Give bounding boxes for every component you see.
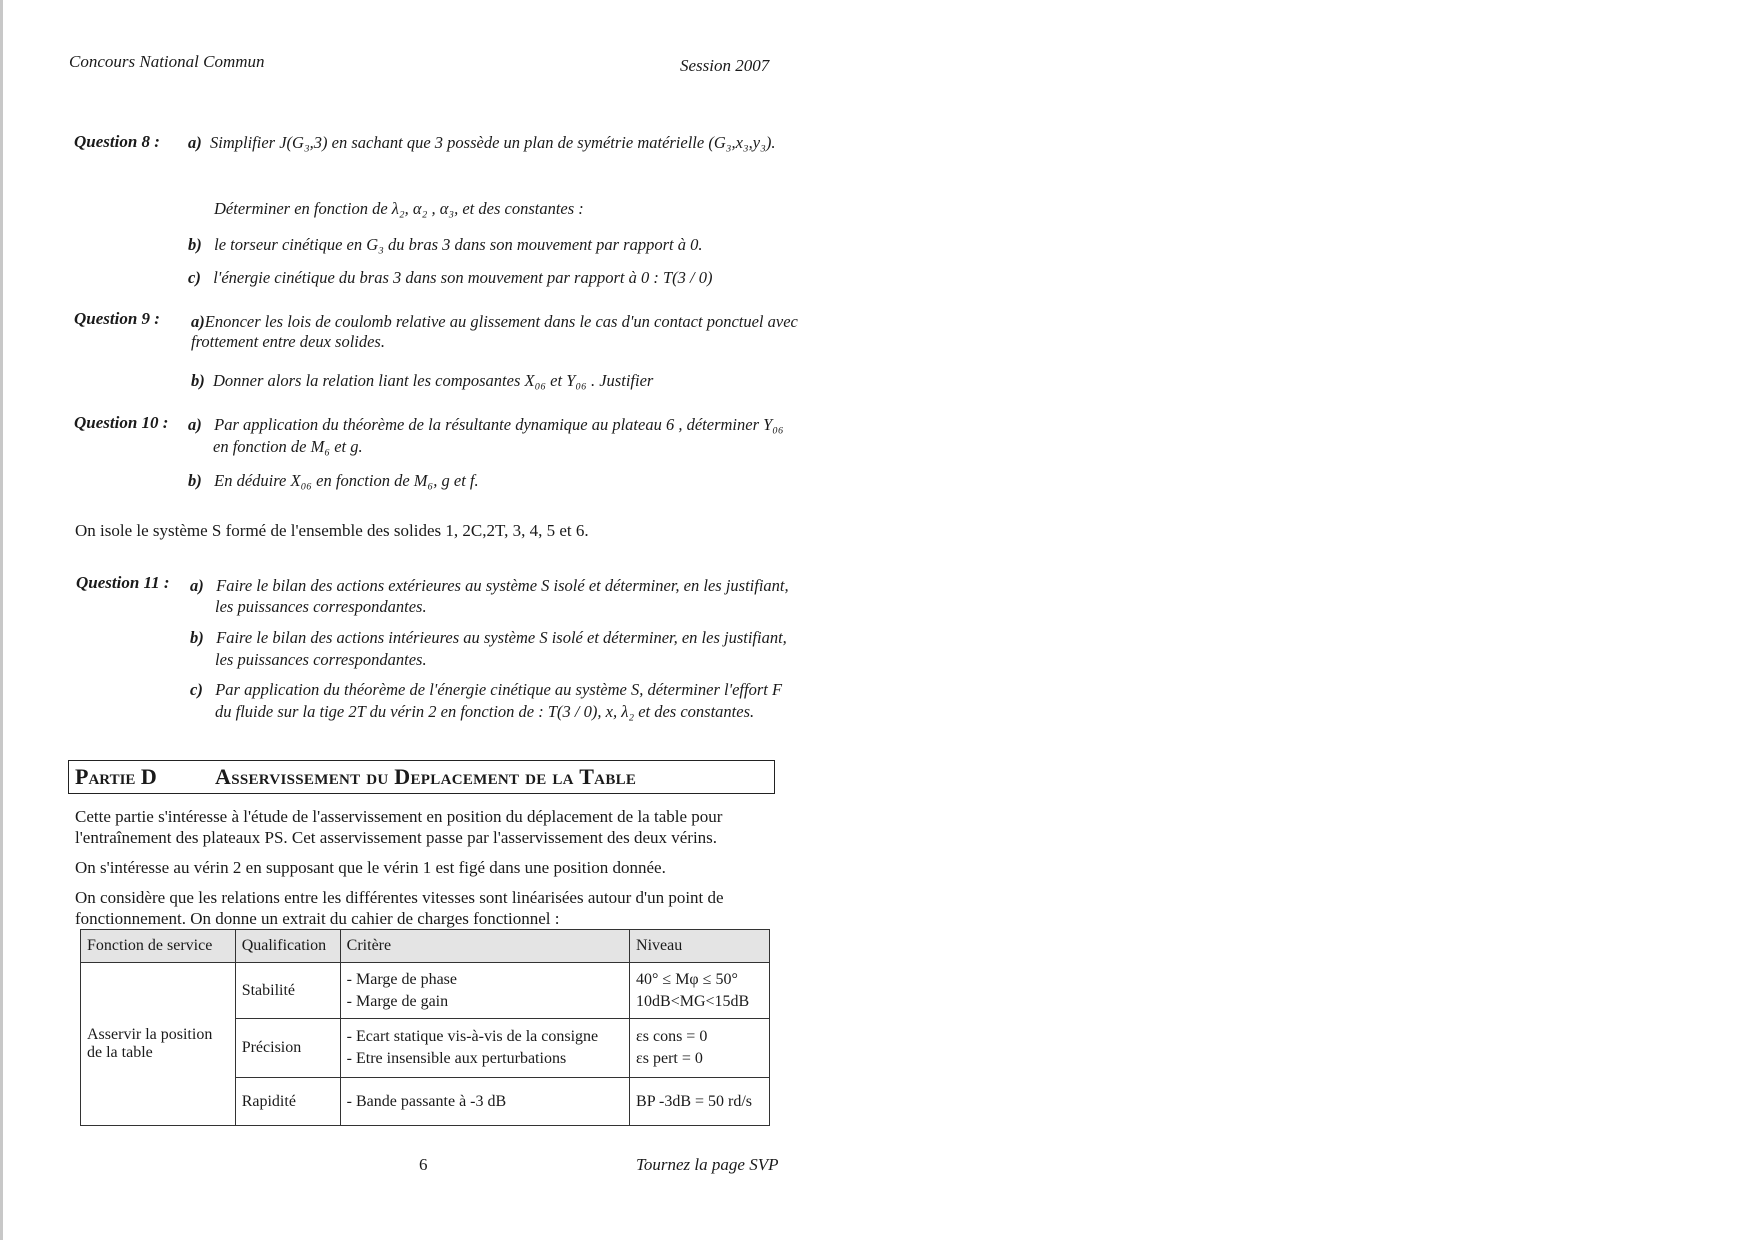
partie-label: Partie D [75,764,157,789]
q10-a-text: Par application du théorème de la résultante dynamique au plateau 6 , déterminer Y₀₆ [214,415,784,434]
isole-statement: On isole le système S formé de l'ensemble des solides 1, 2C,2T, 3, 4, 5 et 6. [75,521,589,540]
niveau-item: εs cons = 0 [636,1028,708,1045]
q11-c-letter: c) [190,680,203,699]
paragraph-3-line2: fonctionnement. On donne un extrait du cahier de charges fonctionnel : [75,909,560,928]
cell-qualification-stabilite: Stabilité [235,963,340,1019]
header-critere: Critère [340,930,629,963]
table-header-row [81,930,770,963]
q11-a-line2: les puissances correspondantes. [215,597,427,616]
q8-intro: Déterminer en fonction de λ₂, α₂ , α₃, et des constantes : [214,199,584,218]
q11-a-letter: a) [190,576,204,595]
q8-b [188,235,702,255]
header-left: Concours National Commun [69,52,265,71]
critere-item: - Marge de phase [346,970,457,988]
q9-a-letter: a) [191,312,205,331]
header-fonction: Fonction de service [81,930,236,963]
q11-a-line1 [190,576,789,596]
q11-b-text: Faire le bilan des actions intérieures au système S isolé et déterminer, en les justifiant, [216,628,787,647]
q8-b-text: le torseur cinétique en G₃ du bras 3 dans son mouvement par rapport à 0. [214,235,703,254]
q10-a-letter: a) [188,415,202,434]
partie-title: Asservissement du Deplacement de la Table [215,764,637,789]
q9-b-letter: b) [191,371,205,390]
critere-item: - Marge de gain [346,992,449,1010]
q11-b-letter: b) [190,628,204,647]
q8-c-text: l'énergie cinétique du bras 3 dans son mouvement par rapport à 0 : T(3 / 0) [213,268,713,287]
q10-b-text: En déduire X₀₆ en fonction de M₆, g et f. [214,471,479,490]
q8-c [188,268,712,288]
q11-b-line1 [190,628,787,648]
q8-b-letter: b) [188,235,202,254]
q11-c-line2: du fluide sur la tige 2T du vérin 2 en fonction de : T(3 / 0), x, λ₂ et des constantes. [215,702,755,721]
q8-a-text: Simplifier J(G₃,3) en sachant que 3 possède un plan de symétrie matérielle (G₃,x₃,y₃). [210,133,776,152]
q10-a-line2: en fonction de M₆ et g. [213,437,363,456]
question-9-label: Question 9 : [74,309,160,328]
critere-item: - Ecart statique vis-à-vis de la consigne [346,1028,599,1045]
paragraph-1-line2: l'entraînement des plateaux PS. Cet asservissement passe par l'asservissement des deux vérins. [75,828,718,847]
cell-niveau-rapidite [630,1078,770,1126]
question-10-label: Question 10 : [74,413,169,432]
q10-b [188,471,479,491]
q11-a-text: Faire le bilan des actions extérieures au système S isolé et déterminer, en les justifiant, [216,576,789,595]
niveau-item: 10dB<MG<15dB [636,992,750,1010]
q11-c-text: Par application du théorème de l'énergie cinétique au système S, déterminer l'effort F [215,680,783,699]
cell-critere-stabilite [340,963,629,1019]
cell-niveau-stabilite [630,963,770,1019]
cell-critere-rapidite [340,1078,629,1126]
q9-a-text: Enoncer les lois de coulomb relative au glissement dans le cas d'un contact ponctuel avec [204,312,798,331]
cahier-des-charges-table [80,929,770,1126]
q9-a-line2: frottement entre deux solides. [191,332,385,351]
paragraph-2: On s'intéresse au vérin 2 en supposant que le vérin 1 est figé dans une position donnée. [75,858,666,877]
table-row [81,963,770,1019]
cell-qualification-rapidite: Rapidité [235,1078,340,1126]
header-niveau: Niveau [630,930,770,963]
cell-qualification-precision: Précision [235,1019,340,1078]
question-8-label: Question 8 : [74,132,160,151]
cell-fonction: Asservir la position de la table [81,963,236,1126]
paragraph-3-line1: On considère que les relations entre les différentes vitesses sont linéarisées autour d'un point de [75,888,724,907]
q9-b [191,371,653,391]
page-number: 6 [419,1155,428,1174]
header-right: Session 2007 [680,56,770,75]
question-11-label: Question 11 : [76,573,170,592]
q11-b-line2: les puissances correspondantes. [215,650,427,669]
critere-item: - Etre insensible aux perturbations [346,1050,567,1067]
partie-d-heading [68,760,775,794]
cell-critere-precision [340,1019,629,1078]
critere-item: - Bande passante à -3 dB [346,1092,507,1110]
q8-a-letter: a) [188,133,202,152]
q8-c-letter: c) [188,268,201,287]
q9-b-text: Donner alors la relation liant les composantes X₀₆ et Y₀₆ . Justifier [213,371,654,390]
q11-c-line1 [190,680,782,700]
q10-b-letter: b) [188,471,202,490]
niveau-item: 40° ≤ Mφ ≤ 50° [636,970,738,988]
niveau-item: BP -3dB = 50 rd/s [636,1092,753,1110]
paragraph-1-line1: Cette partie s'intéresse à l'étude de l'asservissement en position du déplacement de la table pour [75,807,723,826]
q8-a [188,133,775,153]
niveau-item: εs pert = 0 [636,1050,703,1067]
footer-right: Tournez la page SVP [636,1155,779,1174]
scan-edge [0,0,3,1240]
q10-a-line1 [188,415,784,435]
header-qualification: Qualification [235,930,340,963]
q9-a-line1 [191,312,798,332]
cell-niveau-precision [630,1019,770,1078]
